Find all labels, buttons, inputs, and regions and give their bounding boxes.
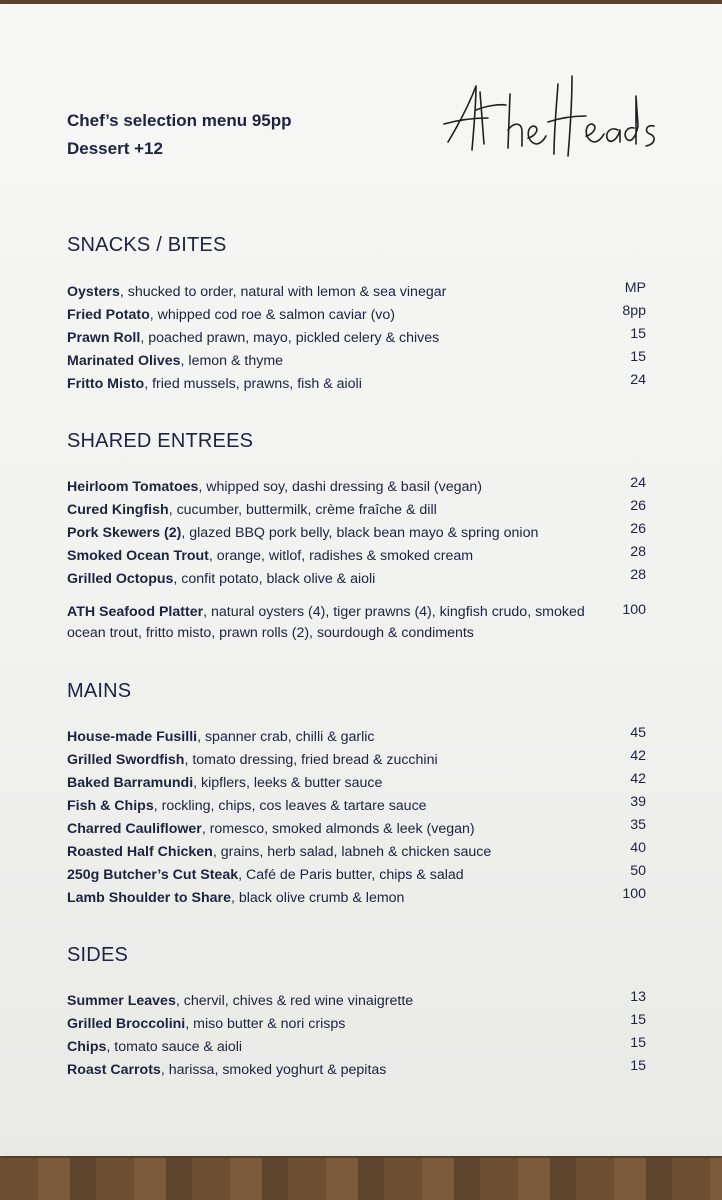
item-price: 50 (630, 863, 646, 879)
menu-item: Cured Kingfish, cucumber, buttermilk, crème fraîche & dill 26 (67, 499, 652, 522)
item-price: 15 (630, 349, 646, 365)
menu-item: Oysters, shucked to order, natural with lemon & sea vinegar MP (67, 281, 652, 304)
menu-item: Pork Skewers (2), glazed BBQ pork belly, black bean mayo & spring onion 26 (67, 522, 652, 545)
item-price: 24 (630, 372, 646, 388)
section-title-sides: SIDES (67, 944, 129, 966)
menu-item: Heirloom Tomatoes, whipped soy, dashi dressing & basil (vegan) 24 (67, 476, 652, 499)
item-price: 39 (630, 794, 646, 810)
at-the-heads-logo (440, 72, 660, 172)
item-price: 100 (622, 886, 646, 902)
item-price: 24 (630, 475, 646, 491)
item-price: 42 (630, 748, 646, 764)
item-price: 26 (630, 521, 646, 537)
menu-item: Fish & Chips, rockling, chips, cos leaves & tartare sauce 39 (67, 795, 652, 818)
item-price: 15 (630, 1012, 646, 1028)
menu-item: Prawn Roll, poached prawn, mayo, pickled celery & chives 15 (67, 327, 652, 350)
intro-block (67, 107, 292, 163)
menu-item: Lamb Shoulder to Share, black olive crumb & lemon 100 (67, 887, 652, 910)
menu-item: Fried Potato, whipped cod roe & salmon caviar (vo) 8pp (67, 304, 652, 327)
item-price: 8pp (622, 303, 646, 319)
section-title-snacks: SNACKS / BITES (67, 234, 227, 256)
menu-item: Roasted Half Chicken, grains, herb salad, labneh & chicken sauce 40 (67, 841, 652, 864)
menu-item: Smoked Ocean Trout, orange, witlof, radishes & smoked cream 28 (67, 545, 652, 568)
menu-item: Chips, tomato sauce & aioli 15 (67, 1036, 652, 1059)
item-price: 15 (630, 1035, 646, 1051)
chef-selection-line: Chef’s selection menu 95pp (67, 111, 292, 130)
item-price: 28 (630, 544, 646, 560)
menu-item: Summer Leaves, chervil, chives & red wine vinaigrette 13 (67, 990, 652, 1013)
item-price: 100 (622, 602, 646, 618)
menu-item: House-made Fusilli, spanner crab, chilli & garlic 45 (67, 726, 652, 749)
menu-card (0, 4, 722, 1156)
item-price: 26 (630, 498, 646, 514)
item-price: 13 (630, 989, 646, 1005)
menu-item: Marinated Olives, lemon & thyme 15 (67, 350, 652, 373)
menu-item: ATH Seafood Platter, natural oysters (4), tiger prawns (4), kingfish crudo, smoked ocean trout, fritto misto, prawn rolls (2), sourdough & condiments 100 (67, 602, 646, 641)
menu-item: Charred Cauliflower, romesco, smoked almonds & leek (vegan) 35 (67, 818, 652, 841)
menu-item: Grilled Octopus, confit potato, black olive & aioli 28 (67, 568, 652, 591)
item-price: MP (624, 280, 646, 296)
dessert-line: Dessert +12 (67, 139, 163, 158)
wooden-table-bottom (0, 1158, 722, 1200)
section-title-mains: MAINS (67, 680, 132, 702)
item-price: 45 (630, 725, 646, 741)
menu-item: 250g Butcher’s Cut Steak, Café de Paris butter, chips & salad 50 (67, 864, 652, 887)
item-price: 35 (630, 817, 646, 833)
item-price: 15 (630, 1058, 646, 1074)
menu-item: Fritto Misto, fried mussels, prawns, fish & aioli 24 (67, 373, 652, 396)
item-price: 15 (630, 326, 646, 342)
menu-item: Grilled Swordfish, tomato dressing, fried bread & zucchini 42 (67, 749, 652, 772)
item-price: 42 (630, 771, 646, 787)
item-price: 28 (630, 567, 646, 583)
menu-item: Grilled Broccolini, miso butter & nori crisps 15 (67, 1013, 652, 1036)
menu-item: Baked Barramundi, kipflers, leeks & butter sauce 42 (67, 772, 652, 795)
menu-item: Roast Carrots, harissa, smoked yoghurt & pepitas 15 (67, 1059, 652, 1082)
section-title-shared-entrees: SHARED ENTREES (67, 430, 254, 452)
item-price: 40 (630, 840, 646, 856)
